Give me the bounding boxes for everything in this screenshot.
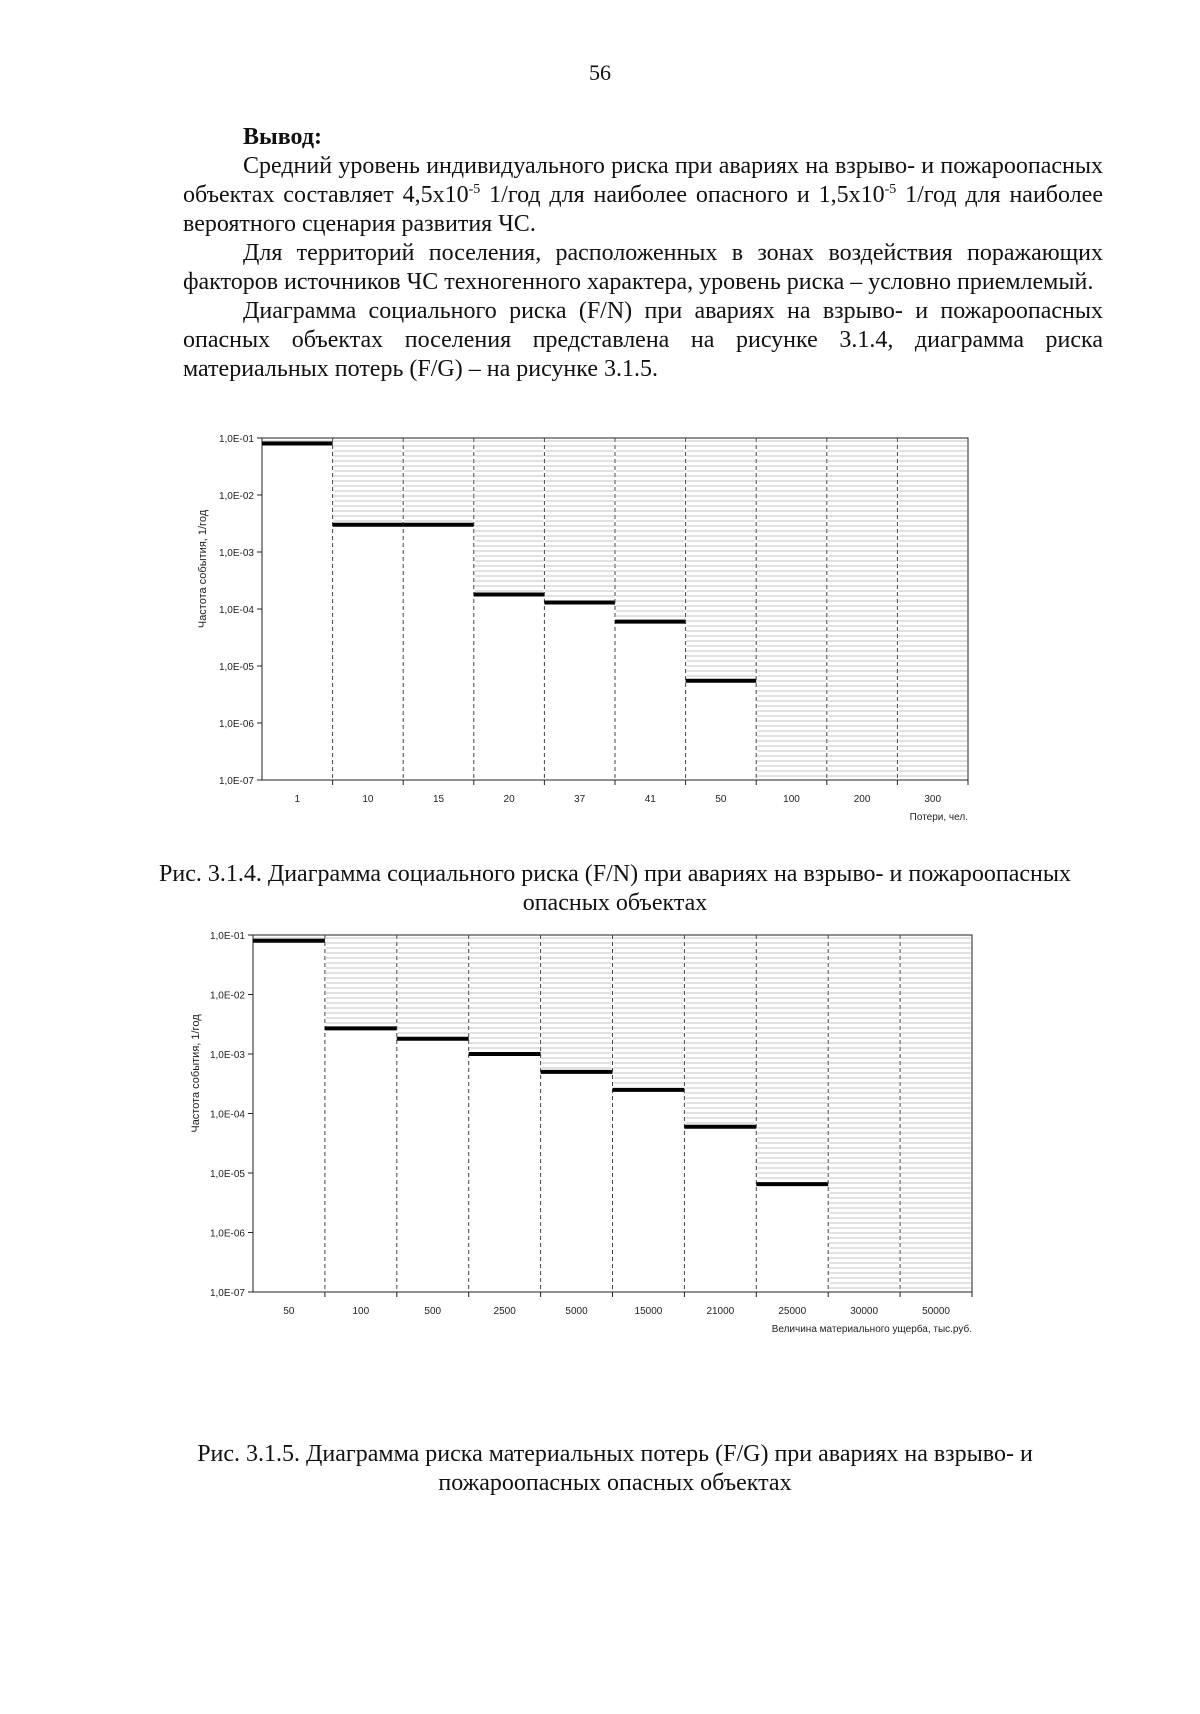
x-tick-label: 30000 — [850, 1306, 879, 1317]
x-tick-label: 100 — [783, 794, 800, 805]
y-tick-label: 1,0E-07 — [209, 1288, 245, 1299]
x-tick-label: 50000 — [922, 1306, 950, 1317]
hatch-band — [616, 441, 685, 616]
figure-caption-fg: Рис. 3.1.5. Диаграмма риска материальных потерь (F/G) при авариях на взрыво- и пожароопасных опасных объектах — [197, 1441, 1033, 1496]
page-number: 56 — [589, 60, 611, 85]
hatch-band — [757, 938, 827, 1178]
y-tick-label: 1,0E-06 — [218, 719, 254, 730]
x-tick-label: 500 — [424, 1306, 442, 1317]
y-tick-label: 1,0E-03 — [209, 1050, 245, 1061]
figure-caption-fn: Рис. 3.1.4. Диаграмма социального риска (F/N) при авариях на взрыво- и пожароопасных опасных объектах — [159, 861, 1071, 916]
x-tick-label: 15 — [432, 794, 445, 805]
x-tick-label: 20 — [503, 794, 515, 805]
x-tick-label: 100 — [352, 1306, 370, 1317]
x-tick-label: 37 — [574, 794, 586, 805]
hatch-band — [334, 441, 403, 521]
body-text — [183, 152, 1103, 384]
hatch-band — [901, 938, 971, 1288]
paragraph-individual-risk: Средний уровень индивидуального риска при авариях на взрыво- и пожароопасных объектах составляет $4,5х10^{-5}$ 1/год для наиболее опасного и $1,5х10^{-5}$ 1/год для наиболее вероятного сценария развития ЧС. — [183, 153, 1103, 237]
x-tick-label: 300 — [924, 794, 942, 805]
x-tick-label: 25000 — [778, 1306, 807, 1317]
x-tick-label: 41 — [644, 794, 656, 805]
hatch-band — [398, 938, 468, 1033]
paragraph-territories: Для территорий поселения, расположенных в зонах воздействия поражающих факторов источников ЧС техногенного характера, уровень риска – условно приемлемый. — [183, 240, 1103, 295]
hatch-band — [404, 441, 473, 521]
hatch-band — [757, 441, 826, 776]
hatch-band — [470, 938, 540, 1048]
y-tick-label: 1,0E-04 — [209, 1109, 245, 1121]
y-tick-label: 1,0E-02 — [209, 990, 245, 1002]
x-axis-title: Потери, чел. — [909, 812, 968, 823]
hatch-band — [687, 441, 756, 676]
x-tick-label: 10 — [362, 794, 374, 805]
hatch-band — [828, 441, 897, 776]
y-tick-label: 1,0E-04 — [218, 605, 254, 616]
y-tick-label: 1,0E-01 — [209, 931, 245, 942]
y-tick-label: 1,0E-05 — [218, 662, 254, 673]
hatch-band — [326, 938, 396, 1023]
paragraph-diagrams: Диаграмма социального риска (F/N) при авариях на взрыво- и пожароопасных опасных объектах поселения представлена на рисунке 3.1.4, диаграмма риска материальных потерь (F/G) – на рисунке 3.1.5. — [183, 298, 1103, 382]
hatch-band — [614, 938, 684, 1083]
x-tick-label: 200 — [853, 794, 871, 805]
x-tick-label: 1 — [294, 794, 301, 805]
y-tick-label: 1,0E-07 — [218, 776, 254, 787]
x-tick-label: 2500 — [493, 1306, 516, 1317]
x-tick-label: 21000 — [706, 1306, 735, 1317]
hatch-band — [829, 938, 899, 1288]
y-tick-label: 1,0E-06 — [209, 1228, 245, 1240]
fg-chart — [185, 920, 1075, 1340]
y-tick-label: 1,0E-05 — [209, 1169, 245, 1180]
hatch-band — [685, 938, 755, 1123]
hatch-band — [898, 441, 967, 776]
hatch-band — [545, 441, 614, 596]
y-tick-label: 1,0E-01 — [218, 434, 254, 445]
x-tick-label: 50 — [715, 794, 727, 805]
x-tick-label: 15000 — [634, 1306, 663, 1317]
hatch-band — [542, 938, 612, 1068]
y-tick-label: 1,0E-03 — [218, 548, 254, 559]
x-tick-label: 50 — [283, 1306, 295, 1317]
fn-chart — [190, 430, 1070, 830]
section-heading: Вывод: — [243, 124, 322, 150]
hatch-band — [475, 441, 544, 591]
y-tick-label: 1,0E-02 — [218, 491, 254, 502]
y-axis-title: Частота события, 1/год — [197, 509, 209, 629]
x-axis-title: Величина материального ущерба, тыс.руб. — [771, 1324, 972, 1335]
y-axis-title: Частота события, 1/год — [190, 1014, 202, 1133]
x-tick-label: 5000 — [565, 1306, 588, 1317]
